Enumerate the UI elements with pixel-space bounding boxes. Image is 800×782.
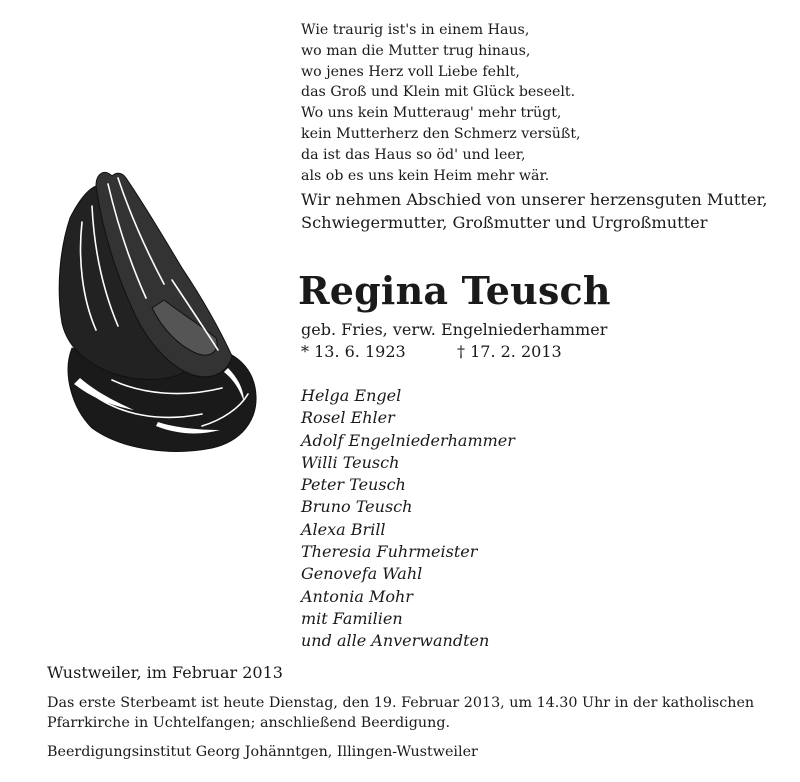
- funeral-note: Das erste Sterbeamt ist heute Dienstag, den 19. Februar 2013, um 14.30 Uhr in der katholischen Pfarrkirche in Uchtelfangen; anschließend Beerdigung.: [47, 695, 755, 731]
- mourner-name: Bruno Teusch: [301, 497, 413, 517]
- poem-line: Wo uns kein Mutteraug' mehr trügt,: [301, 105, 562, 122]
- mourner-name: Rosel Ehler: [301, 408, 395, 428]
- poem: [301, 20, 581, 186]
- mourner-name: Willi Teusch: [301, 452, 400, 472]
- praying-hands-icon: [52, 158, 260, 458]
- life-dates: [301, 341, 562, 363]
- poem-line: da ist das Haus so öd' und leer,: [301, 146, 526, 163]
- farewell-text: Wir nehmen Abschied von unserer herzensguten Mutter, Schwiegermutter, Großmutter und Urgroßmutter: [301, 190, 768, 232]
- birth-date: * 13. 6. 1923: [301, 342, 406, 361]
- mourner-name: und alle Anverwandten: [301, 631, 490, 651]
- mourner-name: Alexa Brill: [301, 519, 386, 539]
- birth-note: geb. Fries, verw. Engelniederhammer: [301, 320, 608, 339]
- mourner-name: Peter Teusch: [301, 475, 406, 495]
- poem-line: das Groß und Klein mit Glück beseelt.: [301, 84, 576, 101]
- deceased-name: Regina Teusch: [298, 268, 611, 313]
- mourner-name: Genovefa Wahl: [301, 564, 423, 584]
- poem-line: wo jenes Herz voll Liebe fehlt,: [301, 63, 520, 80]
- mourner-name: Theresia Fuhrmeister: [301, 542, 478, 562]
- mourner-name: Adolf Engelniederhammer: [301, 430, 515, 450]
- poem-line: als ob es uns kein Heim mehr wär.: [301, 167, 550, 184]
- mourner-name: mit Familien: [301, 608, 403, 628]
- poem-line: Wie traurig ist's in einem Haus,: [301, 22, 530, 38]
- mourner-name: Antonia Mohr: [301, 586, 413, 606]
- place-date: Wustweiler, im Februar 2013: [47, 663, 283, 682]
- undertaker: Beerdigungsinstitut Georg Johänntgen, Illingen-Wustweiler: [47, 744, 478, 760]
- poem-line: wo man die Mutter trug hinaus,: [301, 42, 531, 59]
- mourner-name: Helga Engel: [301, 386, 402, 405]
- mourners-list: [301, 385, 515, 653]
- death-date: † 17. 2. 2013: [457, 342, 562, 361]
- poem-line: kein Mutterherz den Schmerz versüßt,: [301, 125, 581, 142]
